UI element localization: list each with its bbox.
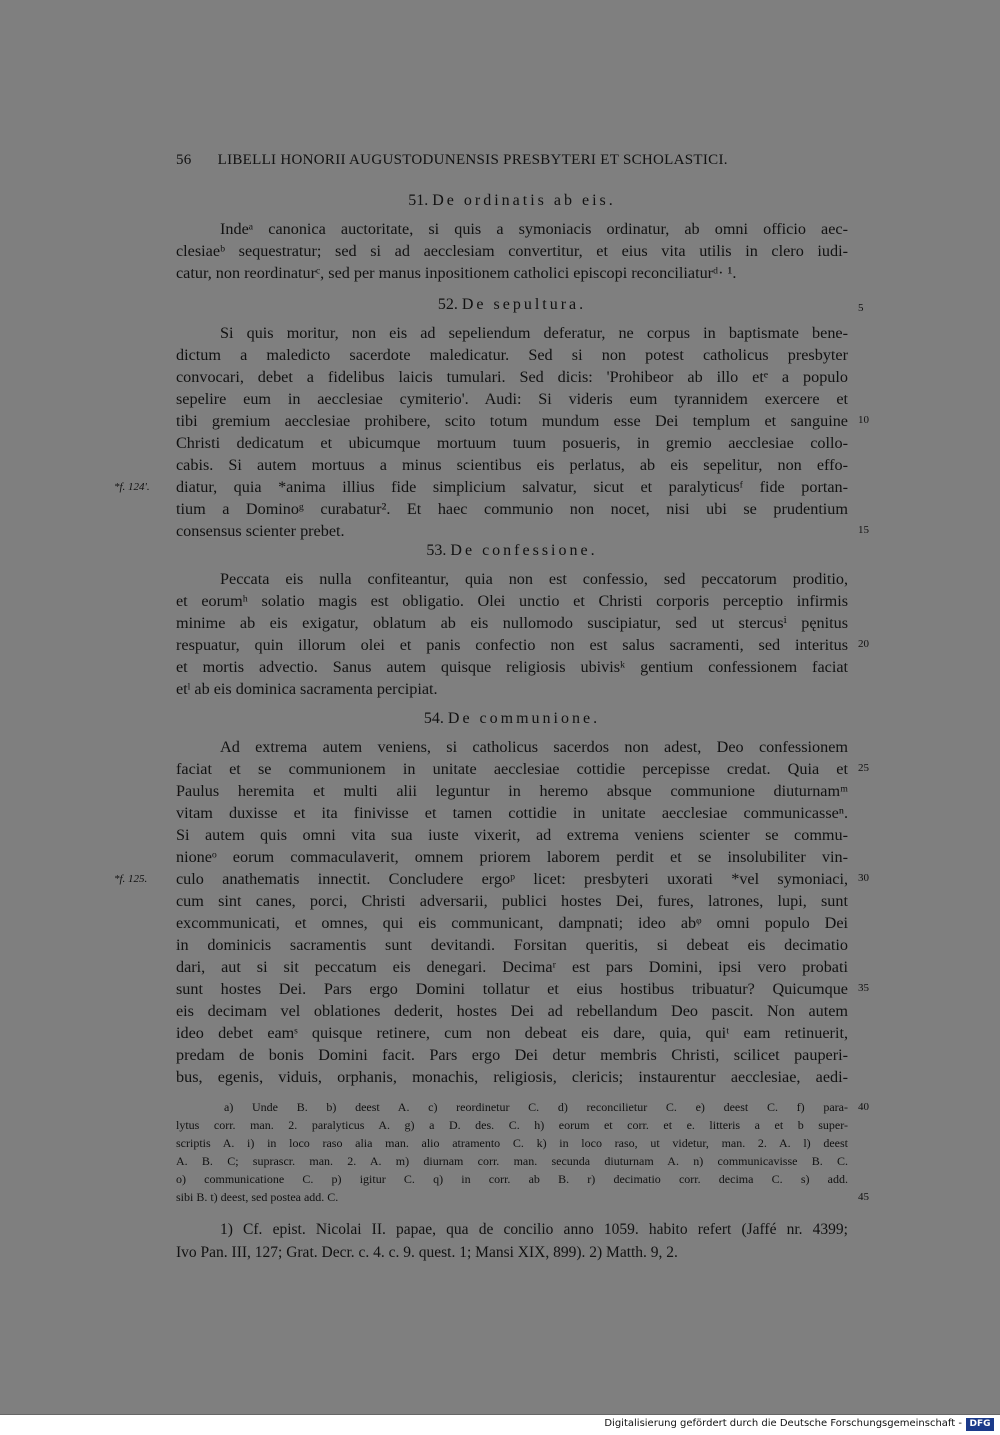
- dfg-logo-icon: DFG: [966, 1418, 994, 1431]
- text-line: Si quis moritur, non eis ad sepeliendum deferatur, ne corpus in baptismate bene-: [220, 324, 848, 342]
- line-number: 45: [858, 1191, 869, 1203]
- section-heading: De communione.: [447, 710, 601, 727]
- text-line: Paulus heremita et multi alii leguntur in heremo absque communione diuturnamᵐ: [176, 782, 848, 800]
- apparatus-line: a) Unde B. b) deest A. c) reordinetur C. d) reconcilietur C. e) deest C. f) para-: [224, 1100, 848, 1114]
- text-line: sepelire eum in aecclesiae cymiterio'. Audi: Si videris eum tyrannidem exercere et: [176, 390, 848, 408]
- margin-note: *f. 125.: [114, 873, 148, 885]
- text-line: faciat et se communionem in unitate aecclesiae cottidie percepisse credat. Quia et: [176, 760, 848, 778]
- footer-text: Digitalisierung gefördert durch die Deutsche Forschungsgemeinschaft -: [604, 1418, 962, 1429]
- text-line: tium a Dominoᵍ curabatur². Et haec communio non nocet, nisi ubi se prudentium: [176, 500, 848, 518]
- text-line: et eorumʰ solatio magis est obligatio. Olei unctio et Christi corporis perceptio infirmis: [176, 592, 848, 610]
- page-number: 56: [176, 152, 192, 168]
- text-line: in dominicis sacramentis sunt devitandi. Forsitan queritis, si debeat eis decimatio: [176, 936, 848, 954]
- line-number: 20: [858, 638, 869, 650]
- text-line: respuatur, quin illorum olei et panis confectio non est salus sacramenti, sed interitus: [176, 636, 848, 654]
- apparatus-line: lytus corr. man. 2. paralyticus A. g) a D. des. C. h) eorum et corr. et e. litteris a et b super-: [176, 1118, 848, 1132]
- text-line: vitam duxisse et ita finivisse et tamen cottidie in unitate aecclesiae communicasseⁿ.: [176, 804, 848, 822]
- text-line: predam de bonis Domini facit. Pars ergo Dei detur membris Christi, scilicet pauperi-: [176, 1046, 848, 1064]
- text-line: Si autem quis omni vita sua iuste vixerit, ad extrema veniens scienter se commu-: [176, 826, 848, 844]
- text-line: culo anathematis innectit. Concludere ergoᵖ licet: presbyteri uxorati *vel symoniaci,: [176, 870, 848, 888]
- section-number: 53.: [426, 542, 447, 559]
- text-line: Indeᵃ canonica auctoritate, si quis a symoniacis ordinatur, ab omni officio aec-: [220, 220, 848, 238]
- text-line: tibi gremium aecclesiae prohibere, scito totum mundum esse Dei templum et sanguine: [176, 412, 848, 430]
- text-line: consensus scienter prebet.: [176, 522, 345, 540]
- note-line: Ivo Pan. III, 127; Grat. Decr. c. 4. c. 9. quest. 1; Mansi XIX, 899). 2) Matth. 9, 2.: [176, 1244, 678, 1261]
- section-number: 52.: [437, 296, 458, 313]
- text-line: Peccata eis nulla confiteantur, quia non est confessio, sed peccatorum proditio,: [220, 570, 848, 588]
- section-heading: De confessione.: [450, 542, 598, 559]
- apparatus-line: scriptis A. i) in loco raso alia man. alio atramento C. k) in loco raso, ut videtur, man. 2. A. l) deest: [176, 1136, 848, 1150]
- line-number: 35: [858, 982, 869, 994]
- section-title-52: [176, 296, 848, 314]
- text-line: bus, egenis, viduis, orphanis, monachis, religiosis, clericis; instaurentur aecclesiae, aedi-: [176, 1068, 848, 1086]
- line-number: 15: [858, 524, 869, 536]
- text-line: minime ab eis exigatur, oblatum ab eis nullomodo suscipiatur, sed ut stercusⁱ pęnitus: [176, 614, 848, 632]
- text-line: clesiaeᵇ sequestratur; sed si ad aecclesiam convertitur, et eius vita utilis in clero iudi-: [176, 242, 848, 260]
- text-line: Christi dedicatum et ubicumque mortuum tuum posueris, in gremio aecclesiae collo-: [176, 434, 848, 452]
- text-line: cabis. Si autem mortuus a minus scientibus eis perlatus, ab eis sepelitur, non effo-: [176, 456, 848, 474]
- section-title-51: [176, 192, 848, 210]
- margin-note: *f. 124'.: [114, 481, 150, 493]
- running-head: [176, 152, 826, 169]
- text-line: dari, aut si sit peccatum eis denegari. Decimaʳ est pars Domini, ipsi vero probati: [176, 958, 848, 976]
- section-heading: De ordinatis ab eis.: [432, 192, 616, 209]
- text-line: etˡ ab eis dominica sacramenta percipiat.: [176, 680, 438, 698]
- apparatus-line: A. B. C; suprascr. man. 2. A. m) diurnam corr. man. secunda diuturnam A. n) communicavisse B. C.: [176, 1154, 848, 1168]
- line-number: 5: [858, 302, 864, 314]
- text-line: diatur, quia *anima illius fide simplicium salvatur, sicut et paralyticusᶠ fide portan-: [176, 478, 848, 496]
- text-line: sunt hostes Dei. Pars ergo Domini tollatur et eius hostibus tribuatur? Quicumque: [176, 980, 848, 998]
- note-line: 1) Cf. epist. Nicolai II. papae, qua de concilio anno 1059. habito refert (Jaffé nr. 4399;: [220, 1221, 848, 1238]
- footer-bar: [0, 1414, 1000, 1435]
- text-line: convocari, debet a fidelibus laicis tumulari. Sed dicis: 'Prohibeor ab illo etᵉ a populo: [176, 368, 848, 386]
- text-line: et mortis advectio. Sanus autem quisque religiosis ubivisᵏ gentium confessionem faciat: [176, 658, 848, 676]
- line-number: 40: [858, 1101, 869, 1113]
- text-line: ideo debet eamˢ quisque retinere, cum non debeat eis dare, quia, quiᵗ eam retinuerit,: [176, 1024, 848, 1042]
- text-line: nioneᵒ eorum commaculaverit, omnem priorem laborem perdit et se insolubiliter vin-: [176, 848, 848, 866]
- running-head-title: LIBELLI HONORII AUGUSTODUNENSIS PRESBYTERI ET SCHOLASTICI.: [217, 152, 728, 168]
- text-line: cum sint canes, porci, Christi adversarii, publici hostes Dei, fures, latrones, lupi, sunt: [176, 892, 848, 910]
- text-line: eis decimam vel oblationes dederit, hostes Dei ad rebellandum Deo pascit. Non autem: [176, 1002, 848, 1020]
- apparatus-line: o) communicatione C. p) igitur C. q) in corr. ab B. r) decimatio corr. decima C. s) add.: [176, 1172, 848, 1186]
- line-number: 30: [858, 872, 869, 884]
- section-title-53: [176, 542, 848, 560]
- line-number: 10: [858, 414, 869, 426]
- section-number: 51.: [408, 192, 429, 209]
- apparatus-line: sibi B. t) deest, sed postea add. C.: [176, 1190, 339, 1204]
- section-heading: De sepultura.: [461, 296, 587, 313]
- section-number: 54.: [423, 710, 444, 727]
- text-line: catur, non reordinaturᶜ, sed per manus inpositionem catholici episcopi reconciliaturᵈ· ¹.: [176, 264, 737, 282]
- text-line: Ad extrema autem veniens, si catholicus sacerdos non adest, Deo confessionem: [220, 738, 848, 756]
- text-line: dictum a maledicto sacerdote maledicatur. Sed si non potest catholicus presbyter: [176, 346, 848, 364]
- text-line: excommunicati, et omnes, qui eis communicant, dampnati; ideo abᵠ omni populo Dei: [176, 914, 848, 932]
- line-number: 25: [858, 762, 869, 774]
- section-title-54: [176, 710, 848, 728]
